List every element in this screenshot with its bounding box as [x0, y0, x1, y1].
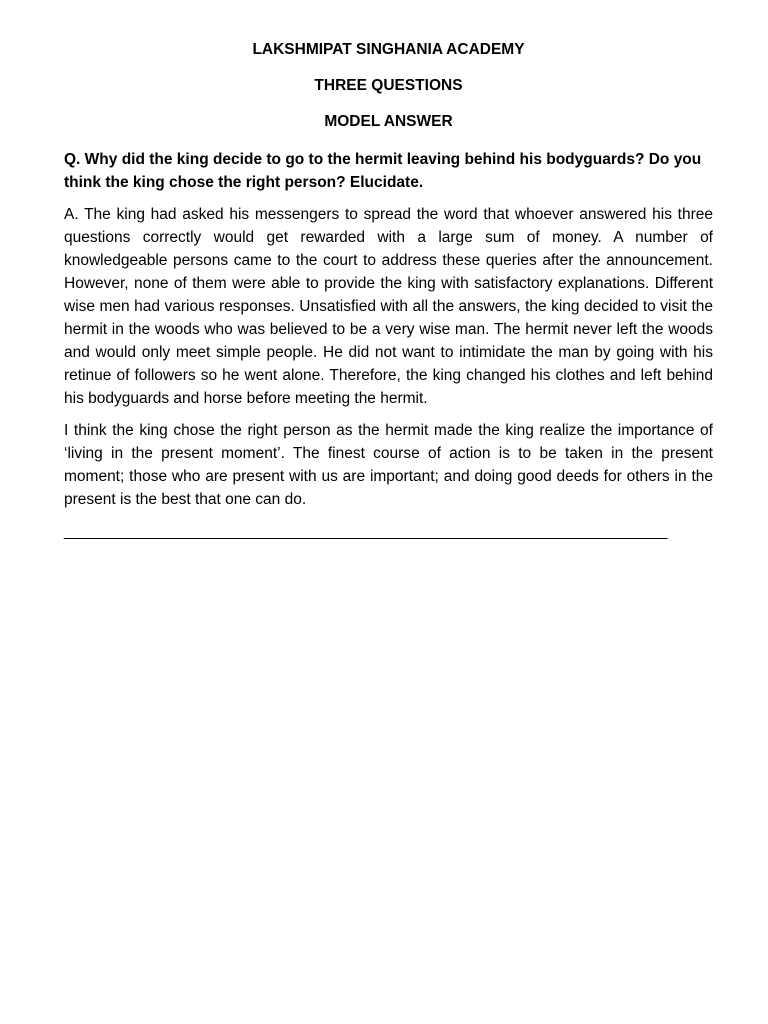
question-text: Q. Why did the king decide to go to the hermit leaving behind his bodyguards? Do you think the king chose the right person? Elucidate. — [64, 151, 702, 191]
answer-paragraph-1: A. The king had asked his messengers to spread the word that whoever answered his three questions correctly would get rewarded with a large sum of money. A number of knowledgeable persons came to the court to address these queries after the announcement. However, none of them were able to provide the king with satisfactory explanations. Different wise men had various responses. Unsatisfied with all the answers, the king decided to visit the hermit in the woods who was believed to be a very wise man. The hermit never left the woods and would only meet simple people. He did not want to intimidate the man by going with his retinue of followers so he went alone. Therefore, the king changed his clothes and left behind his bodyguards and horse before meeting the hermit. — [64, 206, 713, 407]
separator-line: ______________________________________________________________________ — [64, 523, 668, 540]
school-name: LAKSHMIPAT SINGHANIA ACADEMY — [252, 41, 525, 58]
document-page — [64, 40, 713, 543]
answer-paragraph-2: I think the king chose the right person as the hermit made the king realize the importance of ‘living in the present moment’. The finest course of action is to be taken in the present moment; those who are present with us are important; and doing good deeds for others in the present is the best that one can do. — [64, 422, 713, 508]
document-type: MODEL ANSWER — [324, 113, 453, 130]
document-subject: THREE QUESTIONS — [314, 77, 463, 94]
